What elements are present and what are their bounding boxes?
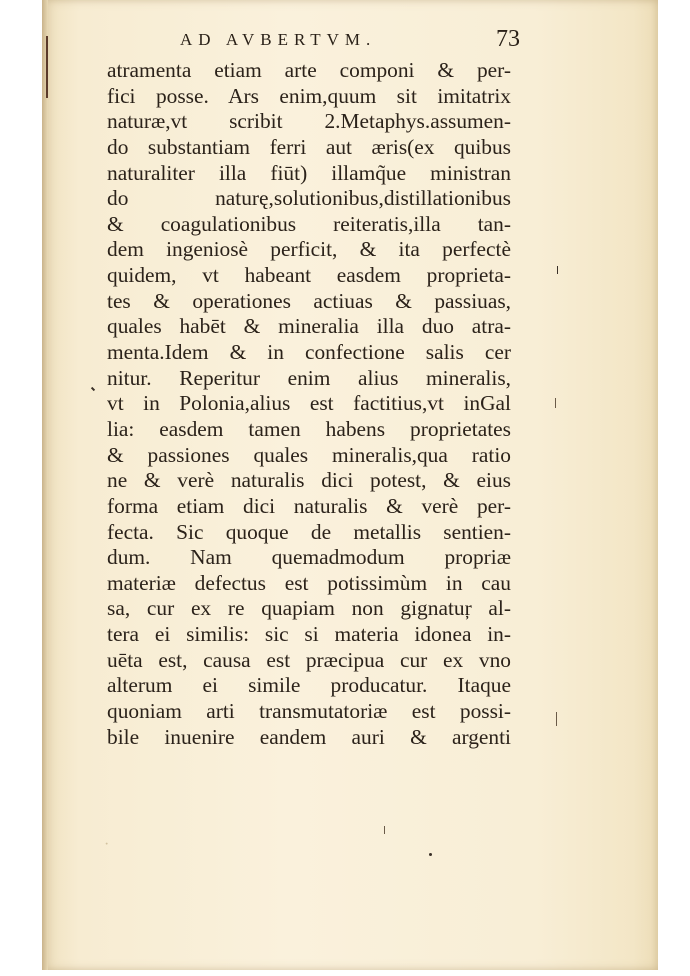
body-text (107, 58, 511, 750)
text-line: do substantiam ferri aut æris(ex quibus (107, 134, 511, 159)
text-line: uēta est, causa est præcipua cur ex vno (107, 647, 511, 672)
text-line: vt in Polonia,alius est factitius,vt inGal (107, 391, 511, 416)
ink-speck (557, 266, 558, 274)
ink-speck (555, 398, 556, 408)
text-line: quoniam arti transmutatoriæ est possi- (107, 699, 511, 724)
ink-speck (46, 36, 48, 98)
text-line: fecta. Sic quoque de metallis sentien- (107, 519, 511, 544)
page-number: 73 (496, 26, 520, 52)
text-line: nitur. Reperitur enim alius mineralis, (107, 365, 511, 390)
text-line: & passiones quales mineralis,qua ratio (107, 442, 511, 467)
text-line: dum. Nam quemadmodum propriæ (107, 545, 511, 570)
text-line: sa, cur ex re quapiam non gignatuŗ al- (107, 596, 511, 621)
text-line: quales habēt & mineralia illa duo atra- (107, 314, 511, 339)
text-line: menta.Idem & in confectione salis cer (107, 340, 511, 365)
page-gutter-edge (42, 0, 48, 970)
text-line: forma etiam dici naturalis & verè per- (107, 493, 511, 518)
text-line: ne & verè naturalis dici potest, & eius (107, 468, 511, 493)
text-line: naturæ,vt scribit 2.Metaphys.assumen- (107, 109, 511, 134)
ink-speck (384, 826, 385, 834)
text-line: atramenta etiam arte componi & per- (107, 58, 511, 82)
text-line: & coagulationibus reiteratis,illa tan- (107, 211, 511, 236)
text-line: alterum ei simile producatur. Itaque (107, 673, 511, 698)
text-line: dem ingeniosè perficit, & ita perfectè (107, 237, 511, 262)
faded-catchword-mark: · (104, 836, 110, 853)
text-line: lia: easdem tamen habens proprietates (107, 416, 511, 441)
text-line: naturaliter illa fiūt) illamq̃ue ministran (107, 160, 511, 185)
text-line: tes & operationes actiuas & passiuas, (107, 288, 511, 313)
text-line: bile inuenire eandem auri & argenti (107, 724, 511, 749)
text-line: fici posse. Ars enim,quum sit imitatrix (107, 83, 511, 108)
text-line: tera ei similis: sic si materia idonea in- (107, 622, 511, 647)
running-head: AD AVBERTVM. (180, 30, 377, 49)
text-line: quidem, vt habeant easdem proprieta- (107, 263, 511, 288)
ink-speck (429, 853, 432, 856)
page-header (180, 26, 520, 56)
text-line: do naturę,solutionibus,distillationibus (107, 186, 511, 211)
text-line: materiæ defectus est potissimùm in cau (107, 570, 511, 595)
ink-speck (556, 712, 557, 726)
